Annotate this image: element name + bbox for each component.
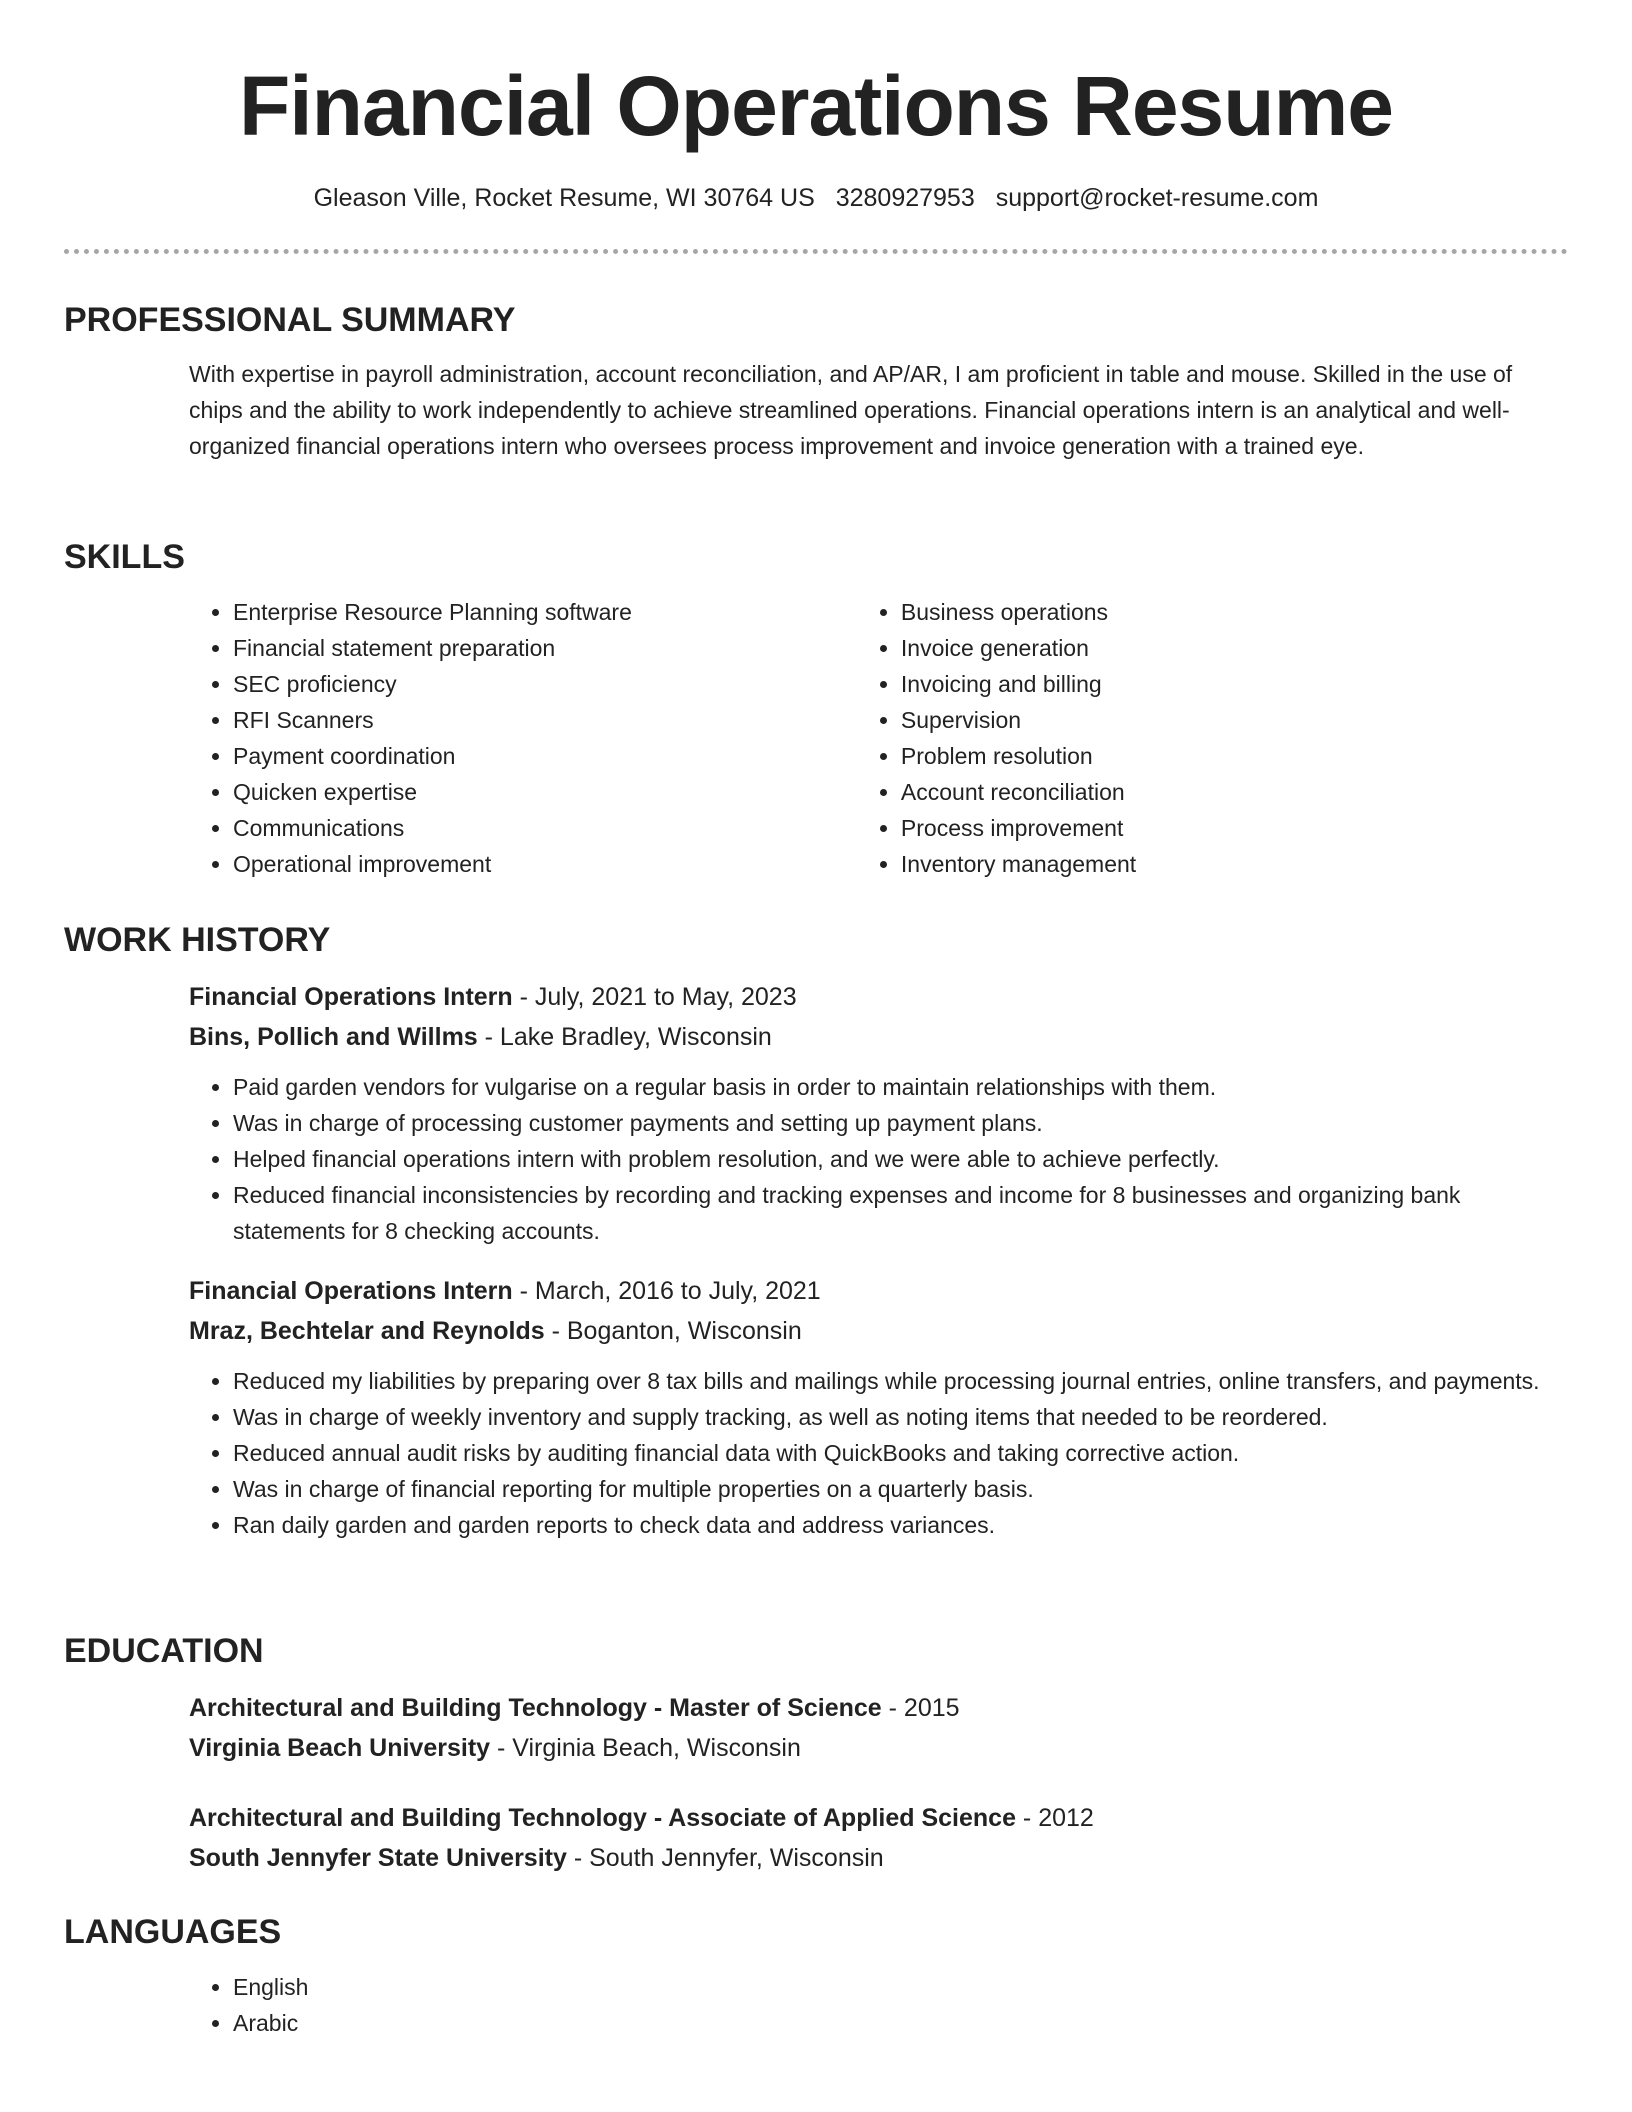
- job-role: Financial Operations Intern: [189, 1277, 513, 1305]
- job-dates: - July, 2021 to May, 2023: [512, 983, 797, 1011]
- skill-item: • Problem resolution: [901, 738, 1568, 774]
- resume-title: Financial Operations Resume: [238, 59, 1393, 153]
- education-entry: [189, 1688, 1568, 1768]
- job-company-line: [189, 1311, 1568, 1351]
- education-year: - 2015: [881, 1694, 960, 1722]
- summary-text: With expertise in payroll administration, account reconciliation, and AP/AR, I am proficient in table and mouse. Skilled in the use of chips and the ability to work independently to achieve streamlined operations. Financial operations intern is an analytical and well-organized financial operations intern who oversees process improvement and invoice generation with a trained eye.: [189, 361, 1513, 459]
- job-bullets: [189, 1363, 1568, 1543]
- section-title-skills: SKILLS: [64, 538, 185, 576]
- skill-item: • Invoicing and billing: [901, 666, 1568, 702]
- education-school: South Jennyfer State University: [189, 1844, 567, 1872]
- education-school-line: [189, 1838, 1568, 1878]
- education-location: - South Jennyfer, Wisconsin: [566, 1844, 884, 1872]
- job-bullet: • Reduced financial inconsistencies by recording and tracking expenses and income for 8 businesses and organizing bank statements for 8 checking accounts.: [233, 1177, 1568, 1249]
- job-company: Bins, Pollich and Willms: [189, 1023, 478, 1051]
- skill-item: • Quicken expertise: [233, 774, 857, 810]
- skill-item: • SEC proficiency: [233, 666, 857, 702]
- job-bullet: • Reduced annual audit risks by auditing financial data with QuickBooks and taking corrective action.: [233, 1435, 1568, 1471]
- job-bullet: • Paid garden vendors for vulgarise on a regular basis in order to maintain relationships with them.: [233, 1069, 1568, 1105]
- language-item: • English: [233, 1969, 1568, 2005]
- skills-section: [64, 535, 1568, 882]
- job-dates: - March, 2016 to July, 2021: [512, 1277, 821, 1305]
- skill-item: • RFI Scanners: [233, 702, 857, 738]
- skill-item: • Invoice generation: [901, 630, 1568, 666]
- job-bullet: • Reduced my liabilities by preparing over 8 tax bills and mailings while processing journal entries, online transfers, and payments.: [233, 1363, 1568, 1399]
- section-title-summary: PROFESSIONAL SUMMARY: [64, 301, 516, 339]
- skill-item: • Business operations: [901, 594, 1568, 630]
- contact-line: [0, 182, 1632, 214]
- languages-list: [189, 1969, 1568, 2041]
- job-location: - Boganton, Wisconsin: [544, 1317, 802, 1345]
- education-school: Virginia Beach University: [189, 1734, 491, 1762]
- education-degree-line: [189, 1798, 1568, 1838]
- section-title-education: EDUCATION: [64, 1632, 264, 1670]
- skill-item: • Supervision: [901, 702, 1568, 738]
- skill-item: • Inventory management: [901, 846, 1568, 882]
- skill-item: • Payment coordination: [233, 738, 857, 774]
- skill-item: • Enterprise Resource Planning software: [233, 594, 857, 630]
- job-title-line: [189, 977, 1568, 1017]
- languages-section: [64, 1910, 1568, 2041]
- skill-item: • Communications: [233, 810, 857, 846]
- job-company-line: [189, 1017, 1568, 1057]
- skills-list-left: [189, 594, 857, 882]
- contact-address: Gleason Ville, Rocket Resume, WI 30764 US: [313, 184, 815, 212]
- language-item: • Arabic: [233, 2005, 1568, 2041]
- skill-item: • Process improvement: [901, 810, 1568, 846]
- section-title-work: WORK HISTORY: [64, 921, 331, 959]
- work-history-section: [64, 918, 1568, 1543]
- education-degree: Architectural and Building Technology - Master of Science: [189, 1694, 882, 1722]
- summary-section: [64, 298, 1568, 464]
- job-entry: [189, 977, 1568, 1249]
- education-year: - 2012: [1015, 1804, 1094, 1832]
- skill-item: • Account reconciliation: [901, 774, 1568, 810]
- education-degree-line: [189, 1688, 1568, 1728]
- education-entry: [189, 1798, 1568, 1878]
- education-degree: Architectural and Building Technology - Associate of Applied Science: [189, 1804, 1016, 1832]
- skill-item: • Financial statement preparation: [233, 630, 857, 666]
- job-bullet: • Was in charge of financial reporting for multiple properties on a quarterly basis.: [233, 1471, 1568, 1507]
- skills-columns: [189, 594, 1568, 882]
- education-section: [64, 1629, 1568, 1878]
- job-role: Financial Operations Intern: [189, 983, 513, 1011]
- job-bullet: • Ran daily garden and garden reports to check data and address variances.: [233, 1507, 1568, 1543]
- job-bullet: • Was in charge of weekly inventory and supply tracking, as well as noting items that needed to be reordered.: [233, 1399, 1568, 1435]
- header-divider: [64, 249, 1568, 254]
- skill-item: • Operational improvement: [233, 846, 857, 882]
- job-company: Mraz, Bechtelar and Reynolds: [189, 1317, 545, 1345]
- skills-list-right: [857, 594, 1568, 882]
- education-location: - Virginia Beach, Wisconsin: [490, 1734, 801, 1762]
- contact-email: support@rocket-resume.com: [995, 184, 1319, 212]
- contact-phone: 3280927953: [835, 184, 975, 212]
- job-location: - Lake Bradley, Wisconsin: [477, 1023, 772, 1051]
- section-title-languages: LANGUAGES: [64, 1913, 282, 1951]
- job-entry: [189, 1271, 1568, 1543]
- education-school-line: [189, 1728, 1568, 1768]
- job-bullets: [189, 1069, 1568, 1249]
- job-title-line: [189, 1271, 1568, 1311]
- job-bullet: • Helped financial operations intern with problem resolution, and we were able to achieve perfectly.: [233, 1141, 1568, 1177]
- job-bullet: • Was in charge of processing customer payments and setting up payment plans.: [233, 1105, 1568, 1141]
